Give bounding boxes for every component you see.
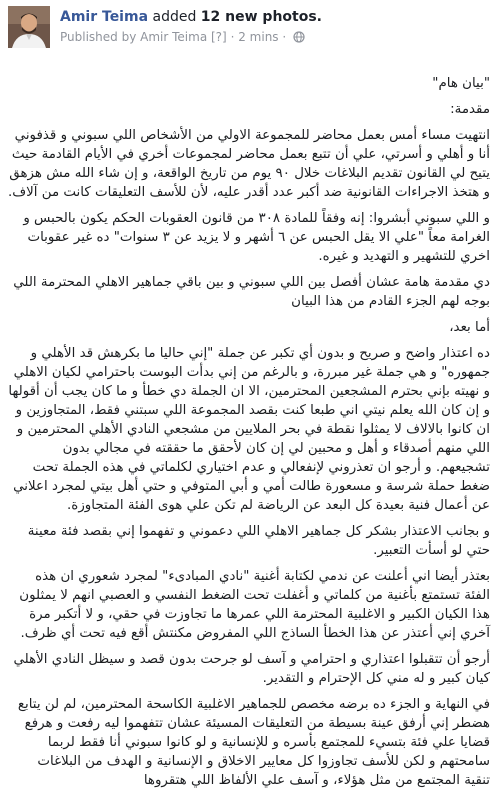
- paragraph-9: في النهاية و الجزء ده برضه مخصص للجماهير الاغلبية الكاسحة المحترمين، لم لن يتابع هضطر إني أرفق عينة بسيطة من التعليقات المسيئة عشان تتفهموا ليه رفعت و هرفع قضايا علي فئة بتسيء للمجتمع بأسره و للإنسانية و لو كانوا سبوني أنا فقط لربما سامحتهم و لكن للأسف تجاوزوا كل معايير الاخلاق و الإنسانية و الهدف من البلاغات تنقية المجتمع من مثل هؤلاء، و آسف علي الألفاظ اللي هتقروها: [17, 697, 490, 788]
- post-meta: [60, 8, 490, 48]
- meta-separator-2: ·: [282, 30, 287, 44]
- published-prefix: Published by: [60, 30, 137, 44]
- meta-separator: ·: [230, 30, 235, 44]
- statement-intro-heading: مقدمة:: [450, 102, 490, 117]
- post-title-line: [60, 8, 490, 26]
- profile-avatar[interactable]: [8, 6, 50, 48]
- paragraph-7: بعتذر أيضا اني أعلنت عن ندمي لكتابة أغنية "نادي المبادىء" لمجرد شعوري ان هذه الفئة تستمتع بأغنية من كلماتي و أغفلت تحت الضغط النفسي و العصبي انهم لا يمثلون هذا الكيان الكبير و الاغلبية المحترمة اللي عمرها ما تجاوزت في حقي، و لا أتكبر مرة آخري إني أعتذر عن هذا الخطأ الساذج اللي المفروض مكنتش أقع فيه تحت أي ظرف.: [19, 569, 490, 641]
- paragraph-5: ده اعتذار واضح و صريح و بدون أي تكبر عن جملة "إني حاليا ما بكرهش قد الأهلي و جمهوره" و هي جملة غير مبررة، و بالرغم من إني بدأت البوست باحترامي لكيان الاهلي و نهيته بإني بحترم المشجعين المحترمين، الا ان الجملة دي خطأ و ما كان يجب أن أقولها و إن كان الله يعلم نيتي اني طبعا كنت بقصد المجموعة اللي سبتني فقط، المتجاوزين و ان كانوا بالالاف لا يمثلوا نقطة في بحر الملايين من مشجعي النادي الأهلي المحترمين و اللي منهم أصدقاء و أهل و محبين لي إن كان لأحقق ما حققته في مجالي بدون تشجيعهم. و أرجو ان تعذروني لإنفعالي و عدم اختياري لكلماتي في هذه الجملة تحت ضغط حملة شرسة و مسعورة طالت أمي و أبي المتوفي و حتي أهل بيتي لمجرد اعلاني عن أعمال فنية بعيدة كل البعد عن الرياضة لم تكن علي هوى الفئة المتجاوزة.: [8, 346, 490, 513]
- globe-icon[interactable]: [293, 30, 305, 48]
- paragraph-8: أرجو أن تتقبلوا اعتذاري و احترامي و آسف لو جرحت بدون قصد و سيظل النادي الأهلي كيان كبير و له مني كل الإحترام و التقدير.: [13, 652, 490, 686]
- publisher-name-link[interactable]: Amir Teima: [140, 30, 208, 44]
- photos-count-link[interactable]: 12 new photos.: [200, 9, 322, 25]
- paragraph-1: انتهيت مساء أمس بعمل محاضر للمجموعة الاولي من الأشخاص اللي سبوني و قذفوني أنا و أهلي و أسرتي، علي أن تتبع بعمل محاضر لمجموعات أخري في الأيام القادمة حيث يتيح لي القانون تقديم البلاغات خلال ٩٠ يوم من تاريخ الواقعة، و إن شاء الله مش هزهق و هتخذ الاجراءات القانونية ضد أكبر عدد أقدر عليه، لأن للأسف التعليقات كانت من آلاف.: [8, 128, 490, 200]
- post-subtitle-line: [60, 28, 490, 48]
- paragraph-2: و اللي سبوني أبشروا: إنه وفقاً للمادة ٣٠٨ من قانون العقوبات الحكم يكون بالحبس و الغرامة معاً "علي الا يقل الحبس عن ٦ أشهر و لا يزيد عن ٣ سنوات" ده غير عقوبات اخري للتشهير و التهديد و غيره.: [23, 211, 490, 264]
- published-info-bracket[interactable]: [?]: [211, 30, 227, 44]
- avatar-portrait-icon: [8, 6, 50, 48]
- paragraph-6: و بجانب الاعتذار بشكر كل جماهير الاهلي اللي دعموني و تفهموا إني بقصد فئة معينة حتي لو أسأت التعبير.: [27, 524, 490, 558]
- statement-title: "بيان هام": [432, 76, 490, 91]
- post-header: [8, 6, 490, 50]
- paragraph-4: أما بعد،: [449, 320, 490, 335]
- post-time-link[interactable]: 2 mins: [238, 30, 279, 44]
- paragraph-3: دي مقدمة هامة عشان أفصل بين اللي سبوني و بين باقي جماهير الاهلي المحترمة اللي بوجه لهم الجزء القادم من هذا البيان: [13, 275, 490, 309]
- post-body: [8, 74, 490, 797]
- author-name-link[interactable]: Amir Teima: [60, 9, 149, 25]
- action-prefix: added: [152, 9, 197, 25]
